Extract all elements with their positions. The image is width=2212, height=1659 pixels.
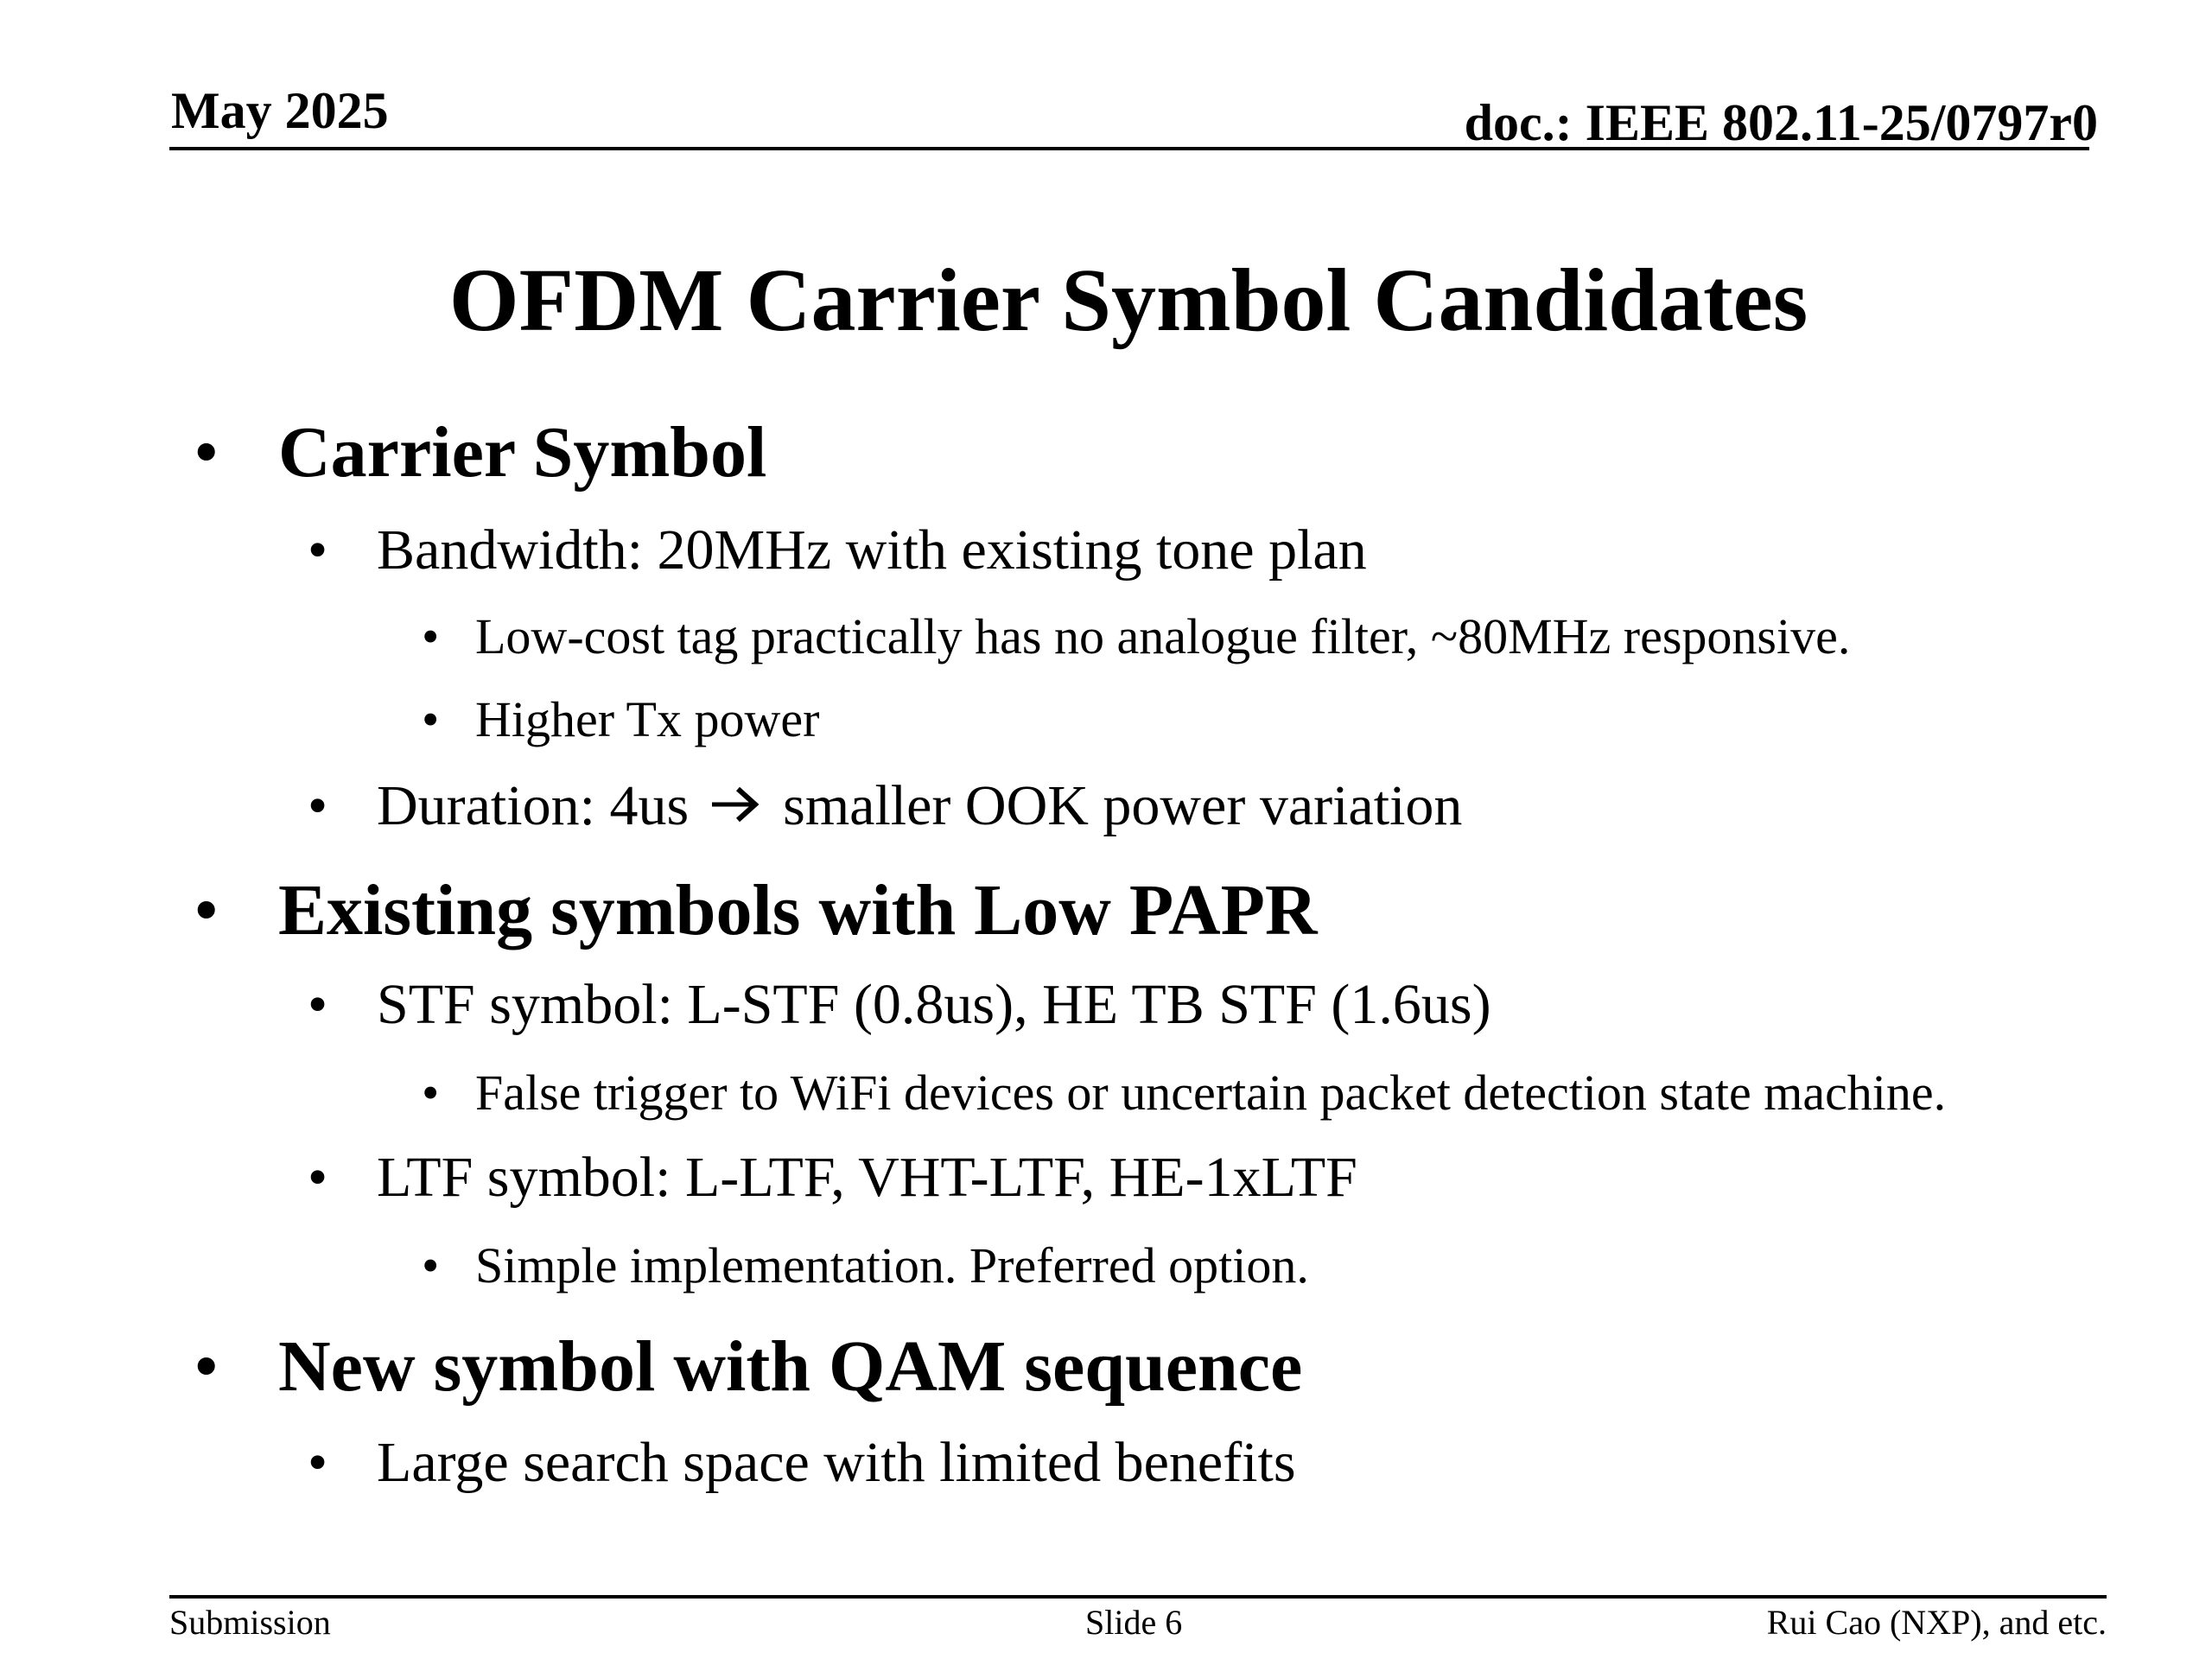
bullet-glyph: • [308,774,328,837]
section-heading-existing-symbols [194,870,1318,950]
bullet-glyph: • [194,412,219,493]
bullet-text: Bandwidth: 20MHz with existing tone plan [377,518,1367,582]
bullet-text: STF symbol: L-STF (0.8us), HE TB STF (1.6us) [377,973,1491,1036]
bullet-duration [308,774,1463,837]
bullet-glyph: • [422,608,440,664]
bullet-large-search-space [308,1431,1296,1494]
bullet-glyph: • [194,1326,219,1407]
bullet-glyph: • [422,1065,440,1121]
slide-title: OFDM Carrier Symbol Candidates [448,251,1808,350]
sub-bullet-low-cost-tag [422,608,1851,664]
footer-slide-number: Slide 6 [1085,1603,1183,1642]
section-heading-text: New symbol with QAM sequence [278,1326,1303,1407]
footer-author: Rui Cao (NXP), and etc. [1766,1603,2107,1642]
bullet-glyph: • [308,518,328,582]
footer-submission: Submission [169,1603,331,1642]
section-heading-text: Carrier Symbol [278,412,767,493]
bullet-text-before-arrow: Duration: 4us [377,774,690,837]
bullet-text-after-arrow: smaller OOK power variation [783,774,1463,837]
sub-bullet-false-trigger [422,1065,1947,1121]
bullet-ltf-symbol [308,1146,1357,1209]
bullet-glyph: • [308,1146,328,1209]
bullet-text: Large search space with limited benefits [377,1431,1296,1494]
header-doc-id: doc.: IEEE 802.11-25/0797r0 [1464,94,2098,151]
section-heading-new-symbol [194,1326,1303,1407]
bullet-bandwidth [308,518,1367,582]
bullet-glyph: • [422,1237,440,1294]
sub-bullet-higher-tx-power [422,691,820,747]
header-date: May 2025 [171,82,389,139]
sub-bullet-text: Simple implementation. Preferred option. [475,1237,1309,1294]
section-heading-carrier-symbol [194,412,767,493]
sub-bullet-text: Low-cost tag practically has no analogue filter, ~80MHz responsive. [475,608,1851,664]
section-heading-text: Existing symbols with Low PAPR [278,870,1318,950]
right-arrow-icon [709,783,762,826]
footer-divider [169,1595,2107,1599]
sub-bullet-simple-implementation [422,1237,1309,1294]
bullet-glyph: • [422,691,440,747]
bullet-glyph: • [308,973,328,1036]
bullet-stf-symbol [308,973,1491,1036]
sub-bullet-text: Higher Tx power [475,691,820,747]
sub-bullet-text: False trigger to WiFi devices or uncertain packet detection state machine. [475,1065,1947,1121]
bullet-glyph: • [308,1431,328,1494]
bullet-glyph: • [194,870,219,950]
bullet-text: LTF symbol: L-LTF, VHT-LTF, HE-1xLTF [377,1146,1357,1209]
